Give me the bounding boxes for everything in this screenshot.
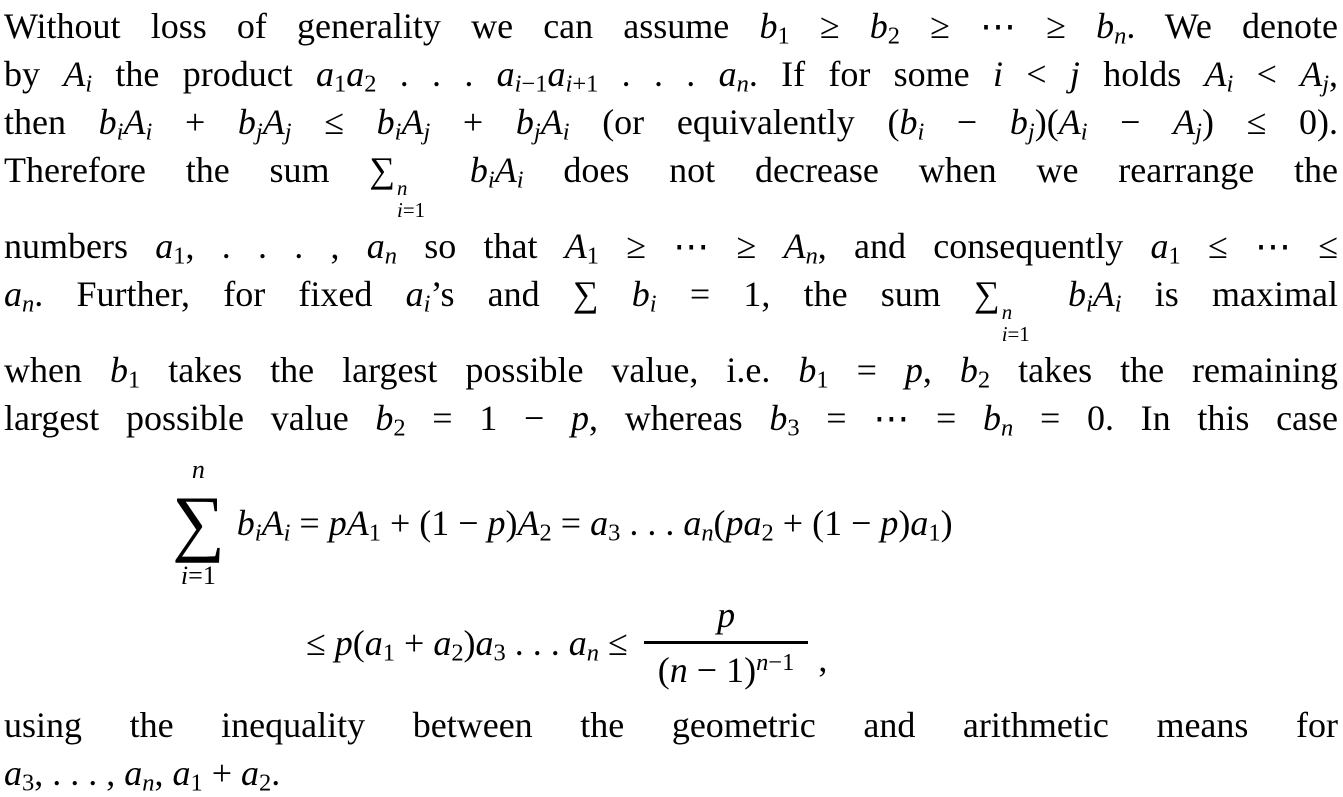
text-line: Without loss of generality we can assume $b_1 \ge b_2$ ≥ ⋯ ≥ $b_n$. We denote [4,6,1338,50]
equation-punctuation: , [818,638,828,679]
display-equation [4,456,1338,691]
summation-operator [172,456,225,590]
fraction [644,594,809,691]
text-line: largest possible value $b_2 = 1 - p$, whereas $b_3$ = ⋯ = $b_n = 0$. In this case [4,398,1339,442]
text-line: when $b_1$ takes the largest possible value, i.e. $b_1 = p$, $b_2$ takes the remaining [4,350,1339,394]
sum-lower-limit: i=1 [180,561,216,590]
sum-upper-limit: n [191,455,205,484]
text-line: $a_3$, . . . , $a_n$, $a_1 + a_2$. [4,753,281,797]
text-line: numbers $a_1$, . . . , $a_n$ so that $A_1$ ≥ ⋯ ≥ $A_n$, and consequently $a_1$ ≤ ⋯ ≤ [4,226,1339,270]
paragraph-intro [4,2,1338,442]
sigma-symbol: ∑ [172,482,225,564]
equation-inequality: ≤ $p(a_1 + a_2)a_3$ . . . $a_n$ ≤ [306,622,628,666]
equation-line-1 [4,456,1338,590]
fraction-numerator: p [717,595,736,635]
text-line: then $b_iA_i + b_jA_j \le b_iA_j + b_jA_i$ (or equivalently $(b_i - b_j)(A_i - A_j) \le 0$). [4,102,1339,146]
equation-expression: $b_iA_i = pA_1 + (1 - p)A_2 = a_3$ . . . $a_n(pa_2 + (1 - p)a_1)$ [236,503,953,547]
paragraph-closing [4,701,1338,797]
text-line: by $A_i$ the product $a_1a_2$ . . . $a_{i-1}a_{i+1}$ . . . $a_n$. If for some i < j holds $A_i < A_j$, [4,54,1339,98]
equation-line-2 [4,594,1338,691]
text-line: using the inequality between the geometric and arithmetic means for [4,705,1338,745]
fraction-denominator: $(n - 1)^{n-1}$ [644,641,809,691]
text-line: Therefore the sum ∑ n i=1 $b_iA_i$ does not decrease when we rearrange the [4,150,1338,223]
text-line: $a_n$. Further, for fixed $a_i’s$ and ∑ $b_i = 1$, the sum ∑ n i=1 $b_iA_i$ is maximal [4,274,1339,347]
